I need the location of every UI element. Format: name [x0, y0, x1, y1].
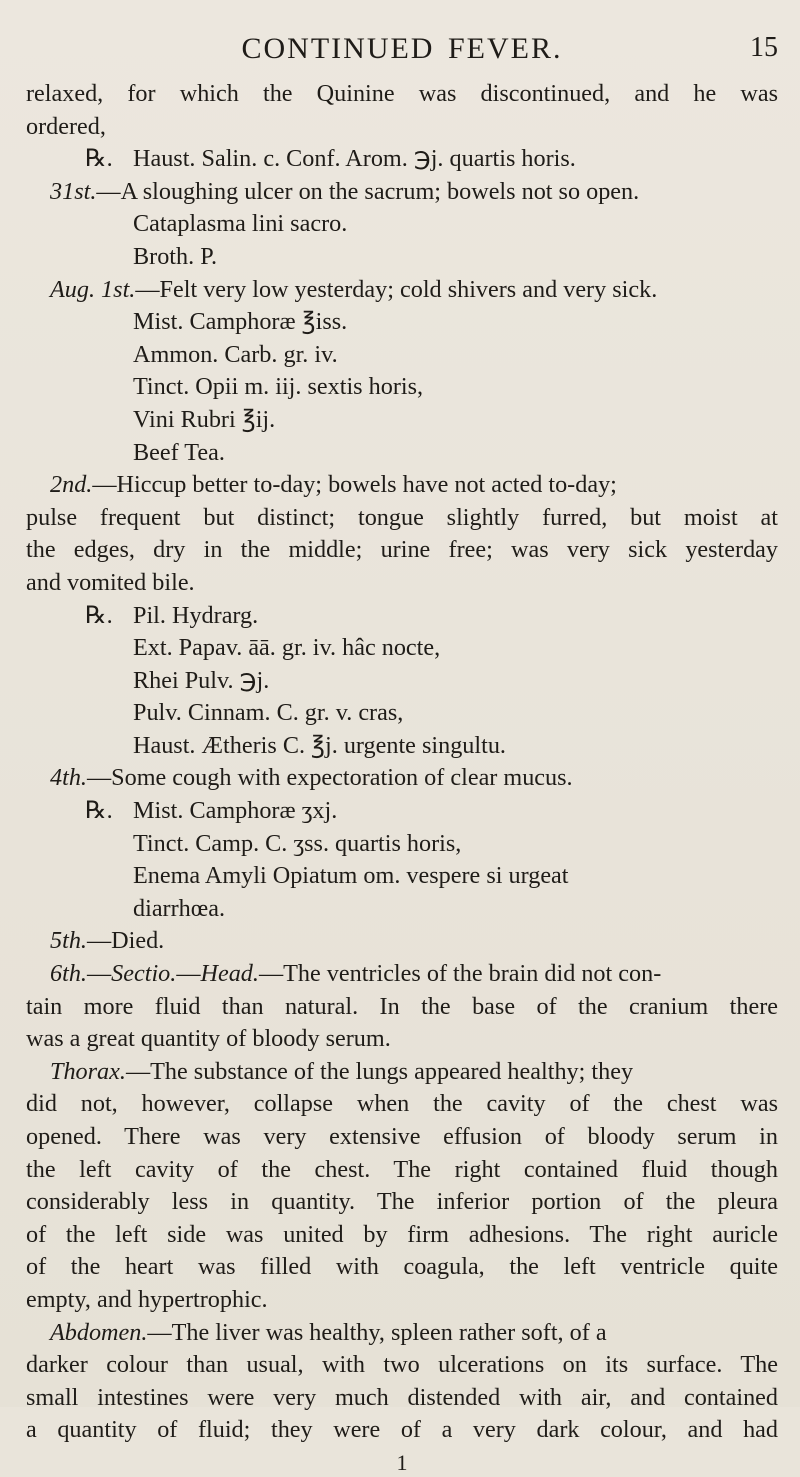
recipe-symbol: ℞.	[85, 145, 113, 173]
diary-entry-line	[26, 762, 778, 795]
section-heading-head: Head.	[200, 960, 259, 988]
prescription-text: Pulv. Cinnam. C. gr. v. cras,	[133, 699, 404, 727]
text-line: a quantity of fluid; they were of a very dark colour, and had	[26, 1416, 778, 1444]
entry-text: —Hiccup better to-day; bowels have not acted to-day;	[92, 471, 617, 499]
prescription-text: Tinct. Camp. C. ʒss. quartis horis,	[133, 829, 462, 857]
section-heading-thorax: Thorax.	[50, 1057, 126, 1085]
running-title: CONTINUED FEVER.	[241, 32, 563, 65]
text-line: of the left side was united by firm adhesions. The right auricle	[26, 1220, 778, 1248]
prescription-text: Enema Amyli Opiatum om. vespere si urgeat	[133, 862, 569, 890]
diary-entry-line	[26, 925, 778, 958]
signature-mark: 1	[396, 1449, 408, 1475]
diary-entry-line	[26, 274, 778, 307]
prescription-text: Ext. Papav. āā. gr. iv. hâc nocte,	[133, 634, 441, 662]
dash: —	[86, 960, 112, 988]
entry-date: 2nd.	[50, 471, 93, 499]
section-line	[26, 1056, 778, 1089]
text-line: small intestines were very much distended with air, and contained	[26, 1383, 778, 1411]
text-line: relaxed, for which the Quinine was discontinued, and he was	[26, 80, 778, 107]
diary-entry-line	[26, 958, 778, 991]
prescription-text: Pil. Hydrarg.	[133, 601, 259, 629]
text-line: was a great quantity of bloody serum.	[26, 1025, 391, 1053]
text-line: tain more fluid than natural. In the base of the cranium there	[26, 992, 778, 1020]
prescription-text: Broth. P.	[133, 242, 218, 270]
case-notes	[26, 78, 778, 1447]
entry-text: —A sloughing ulcer on the sacrum; bowels not so open.	[96, 177, 640, 205]
entry-date: 31st.	[50, 177, 97, 205]
prescription-text: Haust. Salin. c. Conf. Arom. ℈j. quartis horis.	[133, 145, 576, 173]
diary-entry-line	[26, 469, 778, 502]
section-line	[26, 1317, 778, 1350]
prescription-line	[26, 600, 778, 633]
prescription-text: Tinct. Opii m. iij. sextis horis,	[133, 373, 424, 401]
page-header	[26, 0, 778, 78]
recipe-symbol: ℞.	[85, 601, 113, 629]
prescription-text: Haust. Ætheris C. ℥j. urgente singultu.	[133, 731, 506, 759]
entry-text: —Felt very low yesterday; cold shivers and very sick.	[135, 275, 658, 303]
text-line: ordered,	[26, 112, 106, 140]
prescription-text: Mist. Camphoræ ʒxj.	[133, 797, 338, 825]
text-line: and vomited bile.	[26, 568, 195, 596]
text-line: darker colour than usual, with two ulcerations on its surface. The	[26, 1351, 778, 1379]
text-line: the edges, dry in the middle; urine free; was very sick yesterday	[26, 536, 778, 564]
prescription-text: Cataplasma lini sacro.	[133, 210, 348, 238]
text-line: of the heart was filled with coagula, the left ventricle quite	[26, 1253, 778, 1281]
entry-date: 6th.	[50, 960, 87, 988]
text-line: considerably less in quantity. The inferior portion of the pleura	[26, 1188, 778, 1216]
diary-entry-line	[26, 176, 778, 209]
page-number: 15	[750, 32, 778, 63]
section-text: —The substance of the lungs appeared healthy; they	[125, 1057, 634, 1085]
prescription-line	[26, 143, 778, 176]
text-line: pulse frequent but distinct; tongue slightly furred, but moist at	[26, 503, 778, 531]
prescription-text: Mist. Camphoræ ℥iss.	[133, 308, 348, 336]
section-heading-abdomen: Abdomen.	[50, 1318, 148, 1346]
entry-text: —Some cough with expectoration of clear mucus.	[86, 764, 573, 792]
text-line: empty, and hypertrophic.	[26, 1285, 268, 1313]
prescription-line	[26, 795, 778, 828]
prescription-text: Beef Tea.	[133, 438, 225, 466]
section-heading-sectio: Sectio.	[111, 960, 177, 988]
prescription-text: Rhei Pulv. ℈j.	[133, 666, 270, 694]
entry-date: Aug. 1st.	[50, 275, 136, 303]
prescription-text: Ammon. Carb. gr. iv.	[133, 340, 338, 368]
entry-date: 4th.	[50, 764, 87, 792]
dash: —	[176, 960, 201, 988]
prescription-text: diarrhœa.	[133, 894, 226, 922]
recipe-symbol: ℞.	[85, 797, 113, 825]
text-line: the left cavity of the chest. The right contained fluid though	[26, 1155, 778, 1183]
entry-text: —Died.	[86, 927, 165, 955]
entry-text: —The ventricles of the brain did not con-	[258, 960, 662, 988]
prescription-text: Vini Rubri ℥ij.	[133, 405, 276, 433]
entry-date: 5th.	[50, 927, 87, 955]
text-line: did not, however, collapse when the cavity of the chest was	[26, 1090, 778, 1118]
text-line: opened. There was very extensive effusion of bloody serum in	[26, 1123, 778, 1150]
section-text: —The liver was healthy, spleen rather soft, of a	[147, 1318, 607, 1346]
